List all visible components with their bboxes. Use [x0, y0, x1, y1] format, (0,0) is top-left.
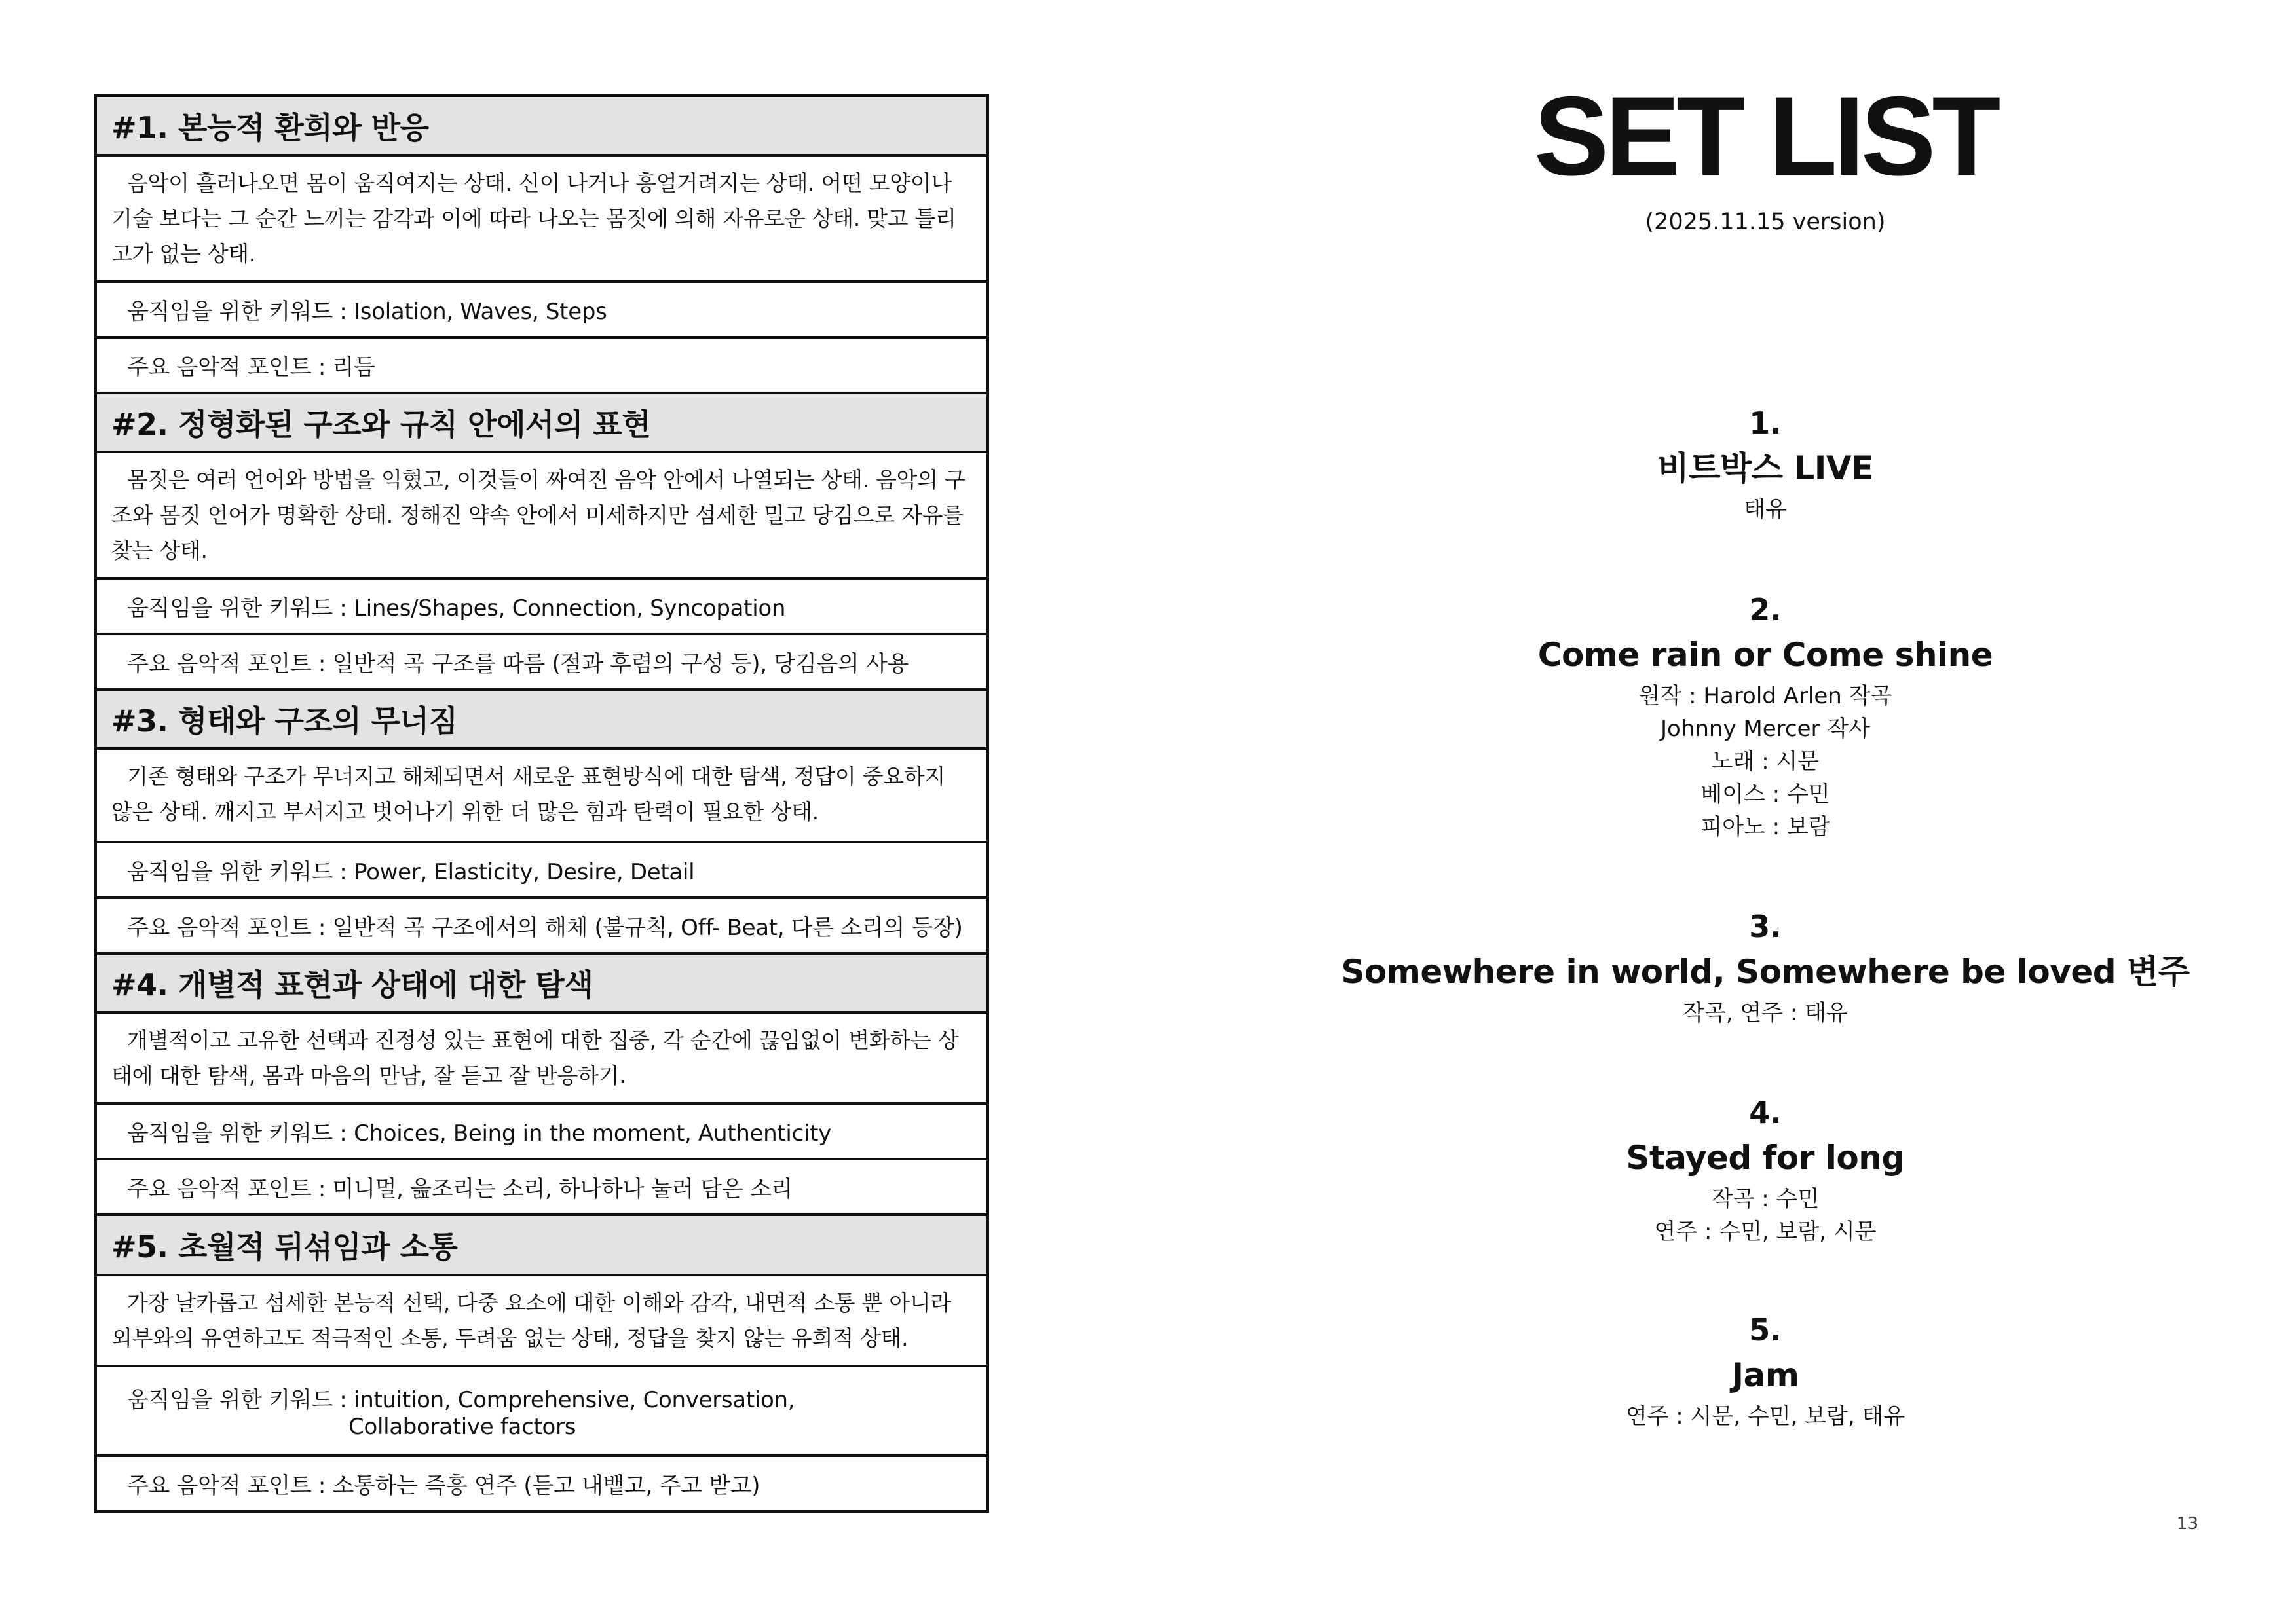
song-3-name: Somewhere in world, Somewhere be loved 변주 — [1341, 953, 2190, 991]
setlist-version: (2025.11.15 version) — [1645, 209, 1886, 235]
song-3-number: 3. — [1749, 909, 1782, 944]
section-4-keywords-text: 움직임을 위한 키워드 : Choices, Being in the moment, Authenticity — [127, 1120, 831, 1147]
song-1-name: 비트박스 LIVE — [1657, 449, 1873, 487]
section-5-keywords — [97, 1365, 986, 1454]
page-number: 13 — [2176, 1514, 2198, 1534]
section-4-keywords — [97, 1102, 986, 1158]
section-1-points — [97, 336, 986, 392]
song-2-credit: 원작 : Harold Arlen 작곡 — [1638, 683, 1892, 709]
section-3-description-text: 기존 형태와 구조가 무너지고 해체되면서 새로운 표현방식에 대한 탐색, 정답이 중요하지 않은 상태. 깨지고 부서지고 벗어나기 위한 더 많은 힘과 탄력이 필요한 상태. — [111, 764, 945, 824]
song-3 — [1323, 906, 2207, 1029]
section-5-keywords-continuation: Collaborative factors — [348, 1414, 576, 1440]
song-2-name: Come rain or Come shine — [1537, 636, 1993, 674]
section-2-title: #2. 정형화된 구조와 규칙 안에서의 표현 — [111, 407, 651, 442]
song-5-credit: 연주 : 시문, 수민, 보람, 태유 — [1625, 1403, 1905, 1430]
section-1-header — [97, 97, 986, 154]
section-2-description — [97, 451, 986, 577]
section-4-header — [97, 952, 986, 1011]
section-3-keywords-text: 움직임을 위한 키워드 : Power, Elasticity, Desire, Detail — [127, 859, 695, 885]
section-5-description — [97, 1274, 986, 1365]
song-2-credit: 노래 : 시문 — [1711, 748, 1820, 775]
section-4-points — [97, 1158, 986, 1213]
song-5-number: 5. — [1749, 1312, 1782, 1348]
section-2-points — [97, 633, 986, 688]
section-5-keywords-text: 움직임을 위한 키워드 : intuition, Comprehensive, Conversation, — [127, 1387, 795, 1413]
song-1-number: 1. — [1749, 405, 1782, 441]
song-1-credit: 태유 — [1744, 496, 1787, 523]
section-2-points-text: 주요 음악적 포인트 : 일반적 곡 구조를 따름 (절과 후렴의 구성 등), 당김음의 사용 — [127, 651, 909, 677]
section-1-description — [97, 154, 986, 280]
sections-table — [94, 94, 989, 1513]
section-1-description-text: 음악이 흘러나오면 몸이 움직여지는 상태. 신이 나거나 흥얼거려지는 상태. 어떤 모양이나 기술 보다는 그 순간 느끼는 감각과 이에 따라 나오는 몸짓에 의해 자유로운 상태. 맞고 틀리고가 없는 상태. — [111, 170, 956, 267]
song-4-name: Stayed for long — [1626, 1139, 1905, 1177]
section-3-title: #3. 형태와 구조의 무너짐 — [111, 703, 458, 739]
song-1 — [1323, 403, 2207, 526]
section-5-description-text: 가장 날카롭고 섬세한 본능적 선택, 다중 요소에 대한 이해와 감각, 내면적 소통 뿐 아니라 외부와의 유연하고도 적극적인 소통, 두려움 없는 상태, 정답을 찾지 않는 유희적 상태. — [111, 1290, 952, 1351]
song-4-credit: 작곡 : 수민 — [1711, 1186, 1820, 1212]
song-4 — [1323, 1092, 2207, 1248]
section-1-title: #1. 본능적 환희와 반응 — [111, 109, 429, 145]
section-5-keywords-block — [127, 1382, 795, 1440]
section-1-keywords-text: 움직임을 위한 키워드 : Isolation, Waves, Steps — [127, 299, 607, 325]
section-1-points-text: 주요 음악적 포인트 : 리듬 — [127, 354, 375, 380]
section-1-keywords — [97, 280, 986, 336]
song-2-credit: 베이스 : 수민 — [1700, 781, 1830, 807]
section-2-description-text: 몸짓은 여러 언어와 방법을 익혔고, 이것들이 짜여진 음악 안에서 나열되는 상태. 음악의 구조와 몸짓 언어가 명확한 상태. 정해진 약속 안에서 미세하지만 섬세한 밀고 당김으로 자유를 찾는 상태. — [111, 467, 966, 563]
setlist-title: SET LIST — [1533, 73, 1997, 199]
section-2-keywords-text: 움직임을 위한 키워드 : Lines/Shapes, Connection, Syncopation — [127, 595, 786, 621]
section-4-points-text: 주요 음악적 포인트 : 미니멀, 읊조리는 소리, 하나하나 눌러 담은 소리 — [127, 1176, 793, 1202]
section-5-points — [97, 1454, 986, 1510]
section-3-points — [97, 896, 986, 952]
song-2-credit: Johnny Mercer 작사 — [1661, 716, 1870, 742]
song-4-credit: 연주 : 수민, 보람, 시문 — [1654, 1219, 1877, 1245]
section-4-description-text: 개별적이고 고유한 선택과 진정성 있는 표현에 대한 집중, 각 순간에 끊임없이 변화하는 상태에 대한 탐색, 몸과 마음의 만남, 잘 듣고 잘 반응하기. — [111, 1027, 959, 1088]
section-3-description — [97, 747, 986, 841]
section-5-header — [97, 1213, 986, 1274]
section-5-title: #5. 초월적 뒤섞임과 소통 — [111, 1229, 458, 1264]
section-3-keywords — [97, 841, 986, 896]
section-5-points-text: 주요 음악적 포인트 : 소통하는 즉흥 연주 (듣고 내뱉고, 주고 받고) — [127, 1473, 760, 1499]
song-5-name: Jam — [1731, 1356, 1799, 1394]
section-3-points-text: 주요 음악적 포인트 : 일반적 곡 구조에서의 해체 (불규칙, Off- Beat, 다른 소리의 등장) — [127, 915, 963, 941]
song-2-number: 2. — [1749, 592, 1782, 627]
song-5 — [1323, 1310, 2207, 1433]
song-2-credit: 피아노 : 보람 — [1700, 814, 1830, 840]
section-4-title: #4. 개별적 표현과 상태에 대한 탐색 — [111, 967, 593, 1003]
song-2 — [1323, 589, 2207, 843]
section-2-keywords — [97, 577, 986, 633]
section-4-description — [97, 1011, 986, 1102]
section-3-header — [97, 688, 986, 747]
song-3-credit: 작곡, 연주 : 태유 — [1683, 1000, 1848, 1026]
song-4-number: 4. — [1749, 1095, 1782, 1130]
section-2-header — [97, 392, 986, 451]
